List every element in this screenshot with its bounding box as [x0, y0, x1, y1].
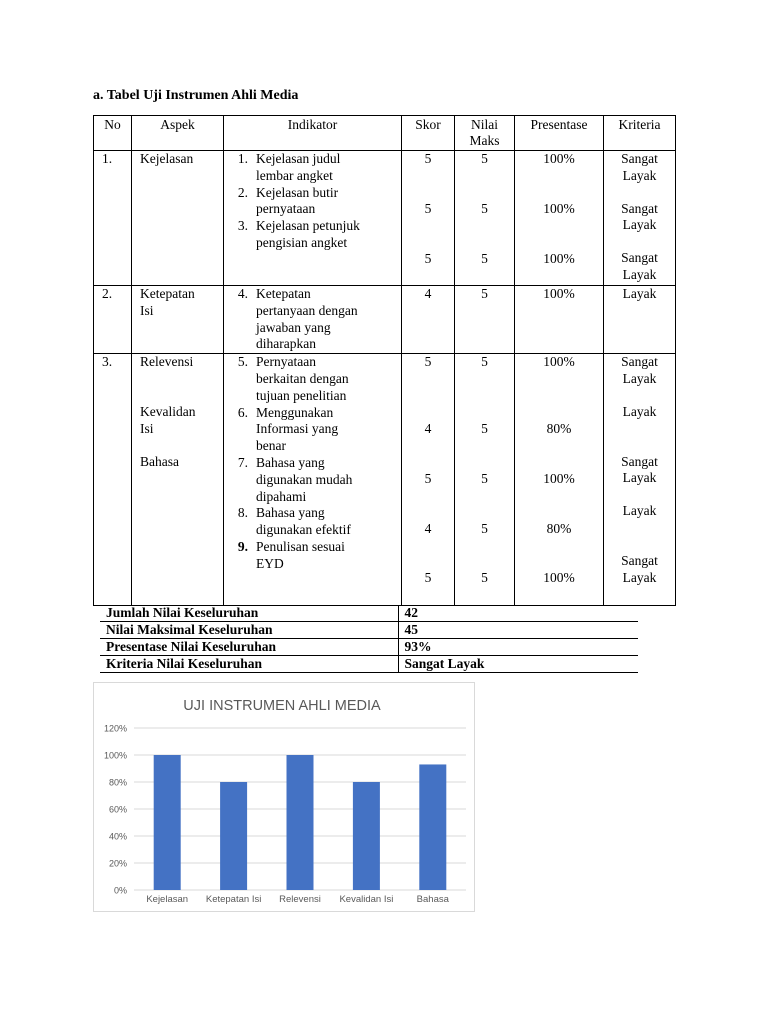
row-no: 3. — [94, 354, 132, 606]
bar — [287, 755, 314, 890]
bar — [419, 764, 446, 890]
y-tick-label: 80% — [108, 777, 127, 788]
bar — [220, 782, 247, 890]
row-indikator — [224, 286, 402, 354]
table-heading: a. Tabel Uji Instrumen Ahli Media — [93, 88, 299, 103]
header-no: No — [94, 116, 132, 151]
row-presentase: 100% — [515, 286, 604, 354]
row-kriteria: Sangat Layak Sangat Layak Sangat Layak — [604, 151, 676, 286]
summary-label: Kriteria Nilai Keseluruhan — [100, 656, 398, 673]
row-kriteria: Sangat Layak Layak Sangat Layak Layak Sangat Layak — [604, 354, 676, 606]
list-item: 5. Pernyataan berkaitan dengan tujuan penelitian — [237, 354, 349, 403]
header-kriteria: Kriteria — [604, 116, 676, 151]
row-kriteria: Layak — [604, 286, 676, 354]
list-item: 8. Bahasa yang digunakan efektif — [237, 505, 351, 538]
y-tick-label: 40% — [108, 831, 127, 842]
row-presentase: 100% 100% 100% — [515, 151, 604, 286]
table-header-row — [94, 116, 676, 151]
list-item: 1. Kejelasan judul lembar angket — [237, 151, 341, 183]
row-indikator — [224, 151, 402, 286]
summary-row — [100, 639, 638, 656]
table-row — [94, 354, 676, 606]
row-skor: 5 5 5 — [402, 151, 455, 286]
header-presentase: Presentase — [515, 116, 604, 151]
summary-value: Sangat Layak — [398, 656, 638, 673]
y-tick-label: 20% — [108, 858, 127, 869]
chart-title: UJI INSTRUMEN AHLI MEDIA — [183, 698, 381, 714]
header-skor: Skor — [402, 116, 455, 151]
x-tick-label: Kevalidan Isi — [339, 894, 394, 905]
x-tick-label: Ketepatan Isi — [205, 894, 262, 905]
row-nilai-maks: 5 5 5 5 5 — [455, 354, 515, 606]
instrument-table — [93, 115, 676, 606]
row-skor: 5 4 5 4 5 — [402, 354, 455, 606]
header-indikator: Indikator — [224, 116, 402, 151]
row-nilai-maks: 5 5 5 — [455, 151, 515, 286]
y-tick-label: 0% — [113, 885, 127, 896]
row-no: 1. — [94, 151, 132, 286]
summary-label: Jumlah Nilai Keseluruhan — [100, 605, 398, 622]
x-tick-label: Kejelasan — [146, 894, 189, 905]
summary-value: 93% — [398, 639, 638, 656]
summary-row — [100, 656, 638, 673]
list-item: 4. Ketepatan pertanyaan dengan jawaban yang diharapkan — [237, 286, 358, 352]
header-nilai-maks: Nilai Maks — [455, 116, 515, 151]
summary-table — [100, 605, 638, 673]
bar — [353, 782, 380, 890]
table-row — [94, 286, 676, 354]
bar — [154, 755, 181, 890]
summary-value: 45 — [398, 622, 638, 639]
list-item: 9. Penulisan sesuai EYD — [237, 538, 345, 571]
x-tick-label: Relevensi — [279, 894, 321, 905]
list-item: 3. Kejelasan petunjuk pengisian angket — [237, 218, 360, 250]
y-tick-label: 60% — [108, 804, 127, 815]
row-indikator — [224, 354, 402, 606]
row-nilai-maks: 5 — [455, 286, 515, 354]
summary-row — [100, 605, 638, 622]
row-presentase: 100% 80% 100% 80% 100% — [515, 354, 604, 606]
table-row — [94, 151, 676, 286]
bar-chart — [93, 682, 475, 912]
header-aspek: Aspek — [132, 116, 224, 151]
row-aspek: Ketepatan Isi — [132, 286, 224, 354]
summary-label: Nilai Maksimal Keseluruhan — [100, 622, 398, 639]
summary-value: 42 — [398, 605, 638, 622]
row-no: 2. — [94, 286, 132, 354]
list-item: 7. Bahasa yang digunakan mudah dipahami — [237, 454, 353, 504]
summary-label: Presentase Nilai Keseluruhan — [100, 639, 398, 656]
row-aspek: Relevensi Kevalidan Isi Bahasa — [132, 354, 224, 606]
y-tick-label: 120% — [103, 723, 127, 734]
chart-canvas — [94, 683, 474, 911]
x-tick-label: Bahasa — [416, 894, 449, 905]
summary-row — [100, 622, 638, 639]
row-aspek: Kejelasan — [132, 151, 224, 286]
list-item: 2. Kejelasan butir pernyataan — [237, 184, 339, 217]
y-tick-label: 100% — [103, 750, 127, 761]
row-skor: 4 — [402, 286, 455, 354]
list-item: 6. Menggunakan Informasi yang benar — [237, 404, 339, 454]
